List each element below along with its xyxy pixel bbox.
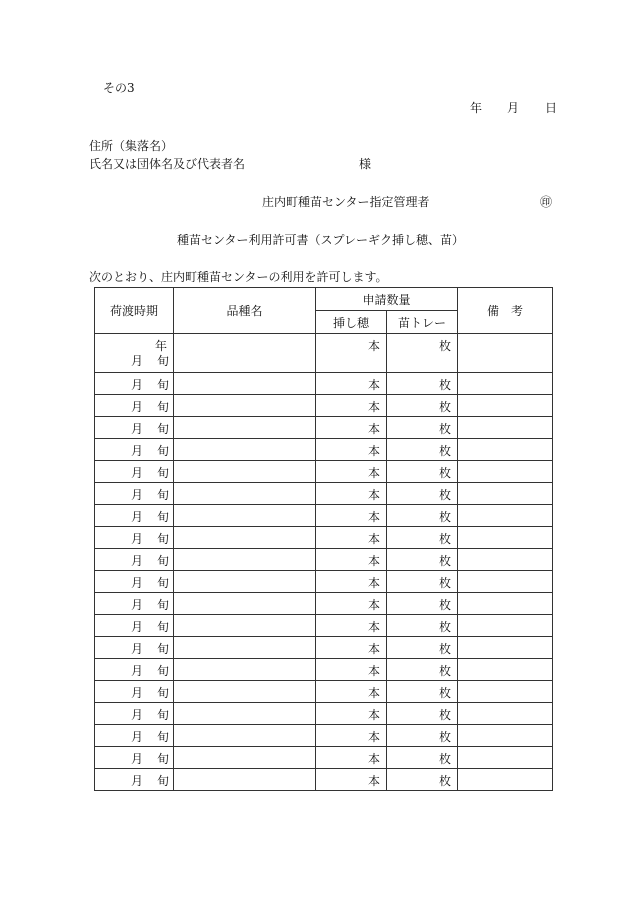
table-row — [95, 703, 553, 725]
cuttings-cell[interactable] — [316, 725, 387, 747]
tray-cell[interactable] — [387, 417, 458, 439]
cuttings-unit: 本 — [367, 466, 380, 480]
variety-cell[interactable] — [174, 769, 316, 791]
cuttings-cell[interactable] — [316, 593, 387, 615]
tray-unit: 枚 — [439, 488, 452, 502]
table-row — [95, 549, 553, 571]
date-line — [470, 101, 557, 115]
tray-unit: 枚 — [439, 554, 452, 568]
tray-unit: 枚 — [439, 339, 452, 353]
period-label: 旬 — [157, 554, 170, 568]
cuttings-unit: 本 — [367, 400, 380, 414]
variety-cell[interactable] — [174, 725, 316, 747]
ship-period-cell[interactable] — [95, 505, 174, 527]
month-label: 月 — [131, 378, 144, 392]
period-label: 旬 — [157, 686, 170, 700]
period-label: 旬 — [157, 664, 170, 678]
tray-unit: 枚 — [439, 576, 452, 590]
tray-cell[interactable] — [387, 615, 458, 637]
ship-period-cell[interactable] — [95, 549, 174, 571]
period-label: 旬 — [157, 642, 170, 656]
ship-period-cell[interactable] — [95, 461, 174, 483]
remarks-cell[interactable] — [458, 725, 553, 747]
ship-period-cell[interactable] — [95, 593, 174, 615]
ship-period-cell[interactable] — [95, 703, 174, 725]
year-label: 年 — [154, 339, 167, 353]
tray-unit: 枚 — [439, 686, 452, 700]
remarks-cell[interactable] — [458, 483, 553, 505]
cuttings-unit: 本 — [367, 554, 380, 568]
period-label: 旬 — [157, 510, 170, 524]
variety-cell[interactable] — [174, 659, 316, 681]
table-row — [95, 527, 553, 549]
month-label: 月 — [131, 774, 144, 788]
cuttings-unit: 本 — [367, 422, 380, 436]
table-row — [95, 505, 553, 527]
remarks-cell[interactable] — [458, 439, 553, 461]
table-row — [95, 725, 553, 747]
cuttings-cell[interactable] — [316, 461, 387, 483]
ship-period-cell[interactable] — [95, 681, 174, 703]
tray-unit: 枚 — [439, 422, 452, 436]
tray-cell[interactable] — [387, 483, 458, 505]
period-label: 旬 — [157, 422, 170, 436]
month-label: 月 — [131, 708, 144, 722]
period-label: 旬 — [157, 598, 170, 612]
variety-cell[interactable] — [174, 439, 316, 461]
period-label: 旬 — [157, 378, 170, 392]
date-year: 年 — [470, 101, 483, 115]
remarks-cell[interactable] — [458, 637, 553, 659]
period-label: 旬 — [157, 752, 170, 766]
tray-unit: 枚 — [439, 598, 452, 612]
month-label: 月 — [131, 686, 144, 700]
cuttings-cell[interactable] — [316, 417, 387, 439]
remarks-cell[interactable] — [458, 461, 553, 483]
month-label: 月 — [131, 510, 144, 524]
remarks-cell[interactable] — [458, 593, 553, 615]
variety-cell[interactable] — [174, 483, 316, 505]
cuttings-unit: 本 — [367, 510, 380, 524]
remarks-cell[interactable] — [458, 334, 553, 373]
cuttings-cell[interactable] — [316, 659, 387, 681]
header-variety: 品種名 — [174, 288, 316, 334]
permit-table — [94, 287, 553, 791]
month-label: 月 — [131, 576, 144, 590]
variety-cell[interactable] — [174, 571, 316, 593]
month-label: 月 — [131, 664, 144, 678]
cuttings-cell[interactable] — [316, 703, 387, 725]
variety-cell[interactable] — [174, 505, 316, 527]
table-row — [95, 659, 553, 681]
period-label: 旬 — [157, 774, 170, 788]
seal-mark: ㊞ — [540, 195, 553, 209]
tray-cell[interactable] — [387, 373, 458, 395]
remarks-cell[interactable] — [458, 615, 553, 637]
remarks-cell[interactable] — [458, 659, 553, 681]
tray-cell[interactable] — [387, 505, 458, 527]
ship-period-cell[interactable] — [95, 747, 174, 769]
ship-period-cell[interactable] — [95, 527, 174, 549]
tray-unit: 枚 — [439, 708, 452, 722]
cuttings-unit: 本 — [367, 620, 380, 634]
ship-period-cell[interactable] — [95, 334, 174, 373]
tray-cell[interactable] — [387, 703, 458, 725]
period-label: 旬 — [157, 532, 170, 546]
intro-text: 次のとおり、庄内町種苗センターの利用を許可します。 — [89, 270, 388, 284]
cuttings-cell[interactable] — [316, 527, 387, 549]
cuttings-unit: 本 — [367, 532, 380, 546]
remarks-cell[interactable] — [458, 549, 553, 571]
period-label: 旬 — [157, 354, 170, 368]
cuttings-cell[interactable] — [316, 637, 387, 659]
header-seedling-tray: 苗トレー — [387, 311, 458, 334]
tray-unit: 枚 — [439, 378, 452, 392]
cuttings-cell[interactable] — [316, 505, 387, 527]
cuttings-unit: 本 — [367, 598, 380, 612]
month-label: 月 — [131, 752, 144, 766]
cuttings-unit: 本 — [367, 488, 380, 502]
cuttings-unit: 本 — [367, 730, 380, 744]
ship-period-cell[interactable] — [95, 769, 174, 791]
tray-cell[interactable] — [387, 395, 458, 417]
form-number: その3 — [103, 81, 135, 95]
month-label: 月 — [131, 444, 144, 458]
cuttings-cell[interactable] — [316, 769, 387, 791]
remarks-cell[interactable] — [458, 747, 553, 769]
header-ship-period: 荷渡時期 — [95, 288, 174, 334]
tray-unit: 枚 — [439, 532, 452, 546]
table-row — [95, 593, 553, 615]
tray-unit: 枚 — [439, 444, 452, 458]
remarks-cell[interactable] — [458, 373, 553, 395]
tray-cell[interactable] — [387, 747, 458, 769]
cuttings-unit: 本 — [367, 378, 380, 392]
variety-cell[interactable] — [174, 593, 316, 615]
variety-cell[interactable] — [174, 681, 316, 703]
cuttings-unit: 本 — [367, 642, 380, 656]
month-label: 月 — [131, 466, 144, 480]
table-row — [95, 747, 553, 769]
remarks-cell[interactable] — [458, 505, 553, 527]
cuttings-unit: 本 — [367, 686, 380, 700]
period-label: 旬 — [157, 400, 170, 414]
variety-cell[interactable] — [174, 549, 316, 571]
ship-period-cell[interactable] — [95, 637, 174, 659]
cuttings-cell[interactable] — [316, 373, 387, 395]
month-label: 月 — [131, 400, 144, 414]
document-title: 種苗センター利用許可書（スプレーギク挿し穂、苗） — [177, 233, 465, 247]
tray-cell[interactable] — [387, 439, 458, 461]
table-row — [95, 637, 553, 659]
header-cuttings: 挿し穂 — [316, 311, 387, 334]
month-label: 月 — [131, 620, 144, 634]
remarks-cell[interactable] — [458, 703, 553, 725]
period-label: 旬 — [157, 708, 170, 722]
variety-cell[interactable] — [174, 461, 316, 483]
cuttings-cell[interactable] — [316, 615, 387, 637]
cuttings-unit: 本 — [367, 708, 380, 722]
cuttings-cell[interactable] — [316, 334, 387, 373]
period-label: 旬 — [157, 730, 170, 744]
month-label: 月 — [131, 532, 144, 546]
remarks-cell[interactable] — [458, 417, 553, 439]
variety-cell[interactable] — [174, 747, 316, 769]
month-label: 月 — [131, 354, 144, 368]
tray-unit: 枚 — [439, 774, 452, 788]
table-row — [95, 395, 553, 417]
cuttings-unit: 本 — [367, 444, 380, 458]
tray-cell[interactable] — [387, 725, 458, 747]
month-label: 月 — [131, 598, 144, 612]
variety-cell[interactable] — [174, 334, 316, 373]
month-label: 月 — [131, 642, 144, 656]
tray-cell[interactable] — [387, 461, 458, 483]
cuttings-unit: 本 — [367, 339, 380, 353]
ship-period-cell[interactable] — [95, 725, 174, 747]
tray-unit: 枚 — [439, 730, 452, 744]
table-row — [95, 461, 553, 483]
header-quantity: 申請数量 — [316, 288, 458, 311]
remarks-cell[interactable] — [458, 571, 553, 593]
address-label: 住所（集落名） — [89, 139, 174, 153]
cuttings-cell[interactable] — [316, 483, 387, 505]
remarks-cell[interactable] — [458, 769, 553, 791]
table-row — [95, 769, 553, 791]
period-label: 旬 — [157, 466, 170, 480]
tray-cell[interactable] — [387, 334, 458, 373]
remarks-cell[interactable] — [458, 681, 553, 703]
tray-cell[interactable] — [387, 637, 458, 659]
table-row — [95, 483, 553, 505]
table-row — [95, 334, 553, 373]
tray-cell[interactable] — [387, 769, 458, 791]
variety-cell[interactable] — [174, 615, 316, 637]
tray-cell[interactable] — [387, 593, 458, 615]
ship-period-cell[interactable] — [95, 417, 174, 439]
period-label: 旬 — [157, 620, 170, 634]
tray-cell[interactable] — [387, 659, 458, 681]
cuttings-cell[interactable] — [316, 681, 387, 703]
tray-cell[interactable] — [387, 527, 458, 549]
variety-cell[interactable] — [174, 527, 316, 549]
cuttings-unit: 本 — [367, 752, 380, 766]
ship-period-cell[interactable] — [95, 659, 174, 681]
remarks-cell[interactable] — [458, 395, 553, 417]
ship-period-cell[interactable] — [95, 571, 174, 593]
ship-period-cell[interactable] — [95, 483, 174, 505]
month-label: 月 — [131, 554, 144, 568]
tray-cell[interactable] — [387, 681, 458, 703]
variety-cell[interactable] — [174, 703, 316, 725]
table-row — [95, 681, 553, 703]
tray-unit: 枚 — [439, 510, 452, 524]
header-row — [95, 288, 553, 311]
ship-period-cell[interactable] — [95, 395, 174, 417]
remarks-cell[interactable] — [458, 527, 553, 549]
variety-cell[interactable] — [174, 373, 316, 395]
tray-unit: 枚 — [439, 620, 452, 634]
variety-cell[interactable] — [174, 417, 316, 439]
cuttings-unit: 本 — [367, 576, 380, 590]
month-label: 月 — [131, 422, 144, 436]
tray-unit: 枚 — [439, 466, 452, 480]
ship-period-cell[interactable] — [95, 373, 174, 395]
cuttings-unit: 本 — [367, 664, 380, 678]
table-row — [95, 571, 553, 593]
applicant-label: 氏名又は団体名及び代表者名 — [89, 157, 246, 171]
cuttings-cell[interactable] — [316, 747, 387, 769]
table-row — [95, 417, 553, 439]
period-label: 旬 — [157, 488, 170, 502]
variety-cell[interactable] — [174, 637, 316, 659]
issuer-name: 庄内町種苗センター指定管理者 — [262, 195, 430, 209]
tray-unit: 枚 — [439, 664, 452, 678]
tray-unit: 枚 — [439, 642, 452, 656]
cuttings-unit: 本 — [367, 774, 380, 788]
month-label: 月 — [131, 730, 144, 744]
variety-cell[interactable] — [174, 395, 316, 417]
ship-period-cell[interactable] — [95, 615, 174, 637]
cuttings-cell[interactable] — [316, 549, 387, 571]
tray-unit: 枚 — [439, 400, 452, 414]
cuttings-cell[interactable] — [316, 571, 387, 593]
tray-unit: 枚 — [439, 752, 452, 766]
month-label: 月 — [131, 488, 144, 502]
period-label: 旬 — [157, 444, 170, 458]
date-day: 日 — [545, 101, 558, 115]
period-label: 旬 — [157, 576, 170, 590]
date-month: 月 — [507, 101, 520, 115]
header-remarks: 備 考 — [458, 288, 553, 334]
cuttings-cell[interactable] — [316, 395, 387, 417]
table-row — [95, 439, 553, 461]
tray-cell[interactable] — [387, 549, 458, 571]
honorific: 様 — [359, 157, 372, 171]
table-row — [95, 615, 553, 637]
ship-period-cell[interactable] — [95, 439, 174, 461]
cuttings-cell[interactable] — [316, 439, 387, 461]
tray-cell[interactable] — [387, 571, 458, 593]
table-row — [95, 373, 553, 395]
